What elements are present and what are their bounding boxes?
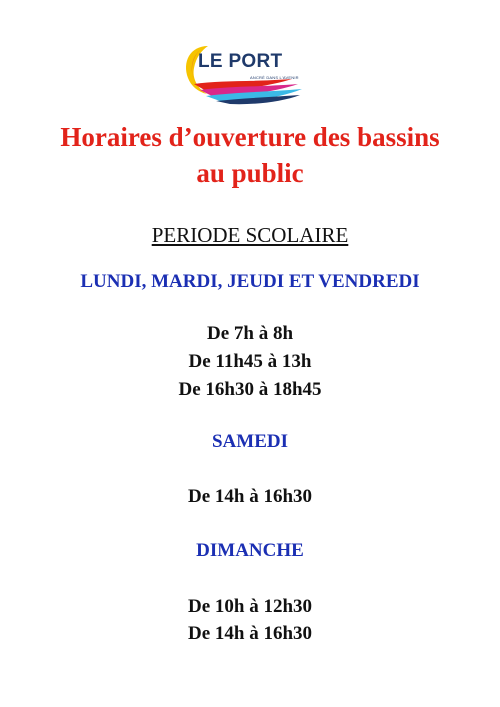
weekday-hours-3: De 16h30 à 18h45 xyxy=(178,379,322,400)
sunday-label: DIMANCHE xyxy=(196,540,304,561)
weekdays-label: LUNDI, MARDI, JEUDI ET VENDREDI xyxy=(80,271,420,292)
page-title-line-2: au public xyxy=(196,158,304,188)
logo-graphic xyxy=(180,40,330,106)
weekday-hours-2: De 11h45 à 13h xyxy=(188,351,312,372)
saturday-hours-1: De 14h à 16h30 xyxy=(187,486,313,507)
logo-name: LE PORT xyxy=(198,51,283,72)
sunday-hours-2: De 14h à 16h30 xyxy=(187,623,313,644)
sunday-hours-1: De 10h à 12h30 xyxy=(187,596,313,617)
logo-tagline: ANCRÉ DANS L'AVENIR xyxy=(250,75,299,80)
period-heading: PERIODE SCOLAIRE xyxy=(151,223,349,247)
saturday-label: SAMEDI xyxy=(211,431,288,452)
le-port-logo xyxy=(180,40,330,106)
page-title-line-1: Horaires d’ouverture des bassins xyxy=(60,122,440,152)
weekday-hours-1: De 7h à 8h xyxy=(206,323,294,344)
